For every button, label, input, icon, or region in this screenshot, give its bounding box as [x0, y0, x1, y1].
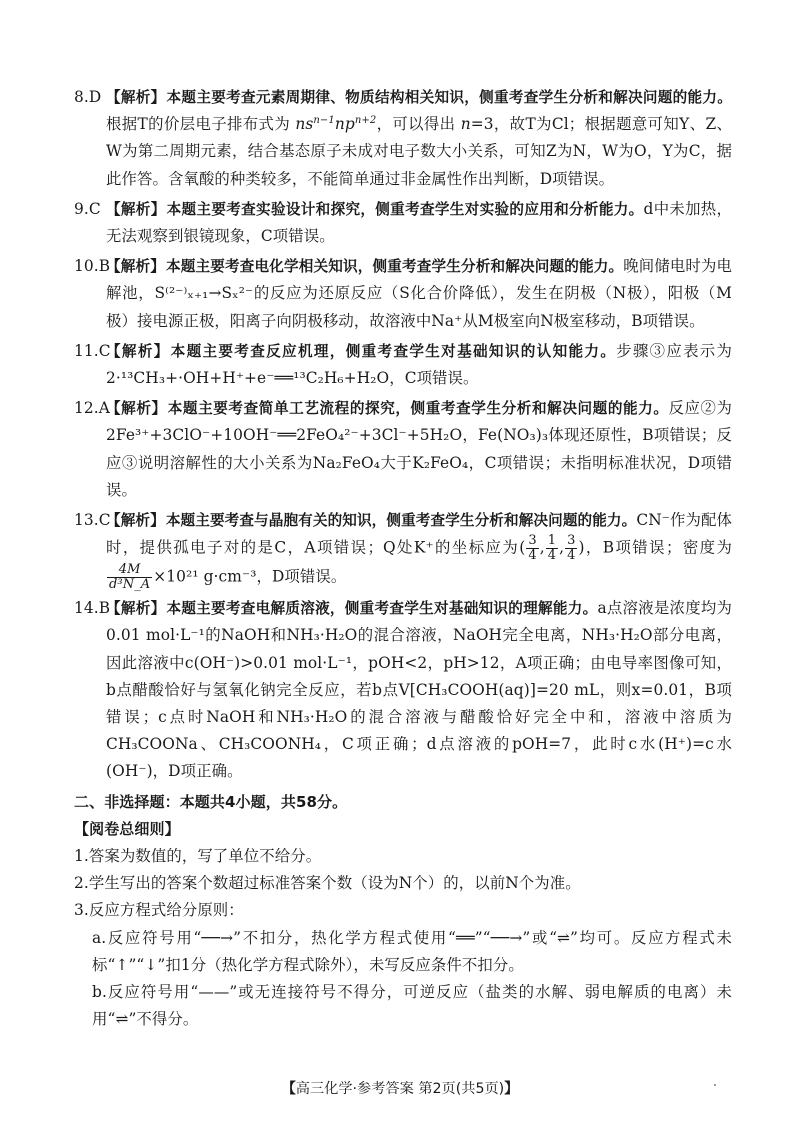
- scan-dot: [714, 1084, 716, 1086]
- analysis-tag: 【解析】: [106, 200, 166, 218]
- analysis-text: a点溶液是浓度均为0.01 mol·L⁻¹的NaOH和NH₃·H₂O的混合溶液，NaOH完全电离，NH₃·H₂O部分电离，因此溶液中c(OH⁻)>0.01 mol·L⁻¹，pOH<2，pH>12，A项正确；由电导率图像可知，b点醋酸恰好与氢氧化钠完全反应，若b点V[CH₃COOH(aq)]=20 mL，则x=0.01，B项错误；c点时NaOH和NH₃·H₂O的混合溶液与醋酸恰好完全中和，溶液中溶质为CH₃COONa、CH₃COONH₄，C项正确；d点溶液的pOH=7，此时c水(H⁺)=c水(OH⁻)，D项正确。: [106, 599, 732, 781]
- fraction: [526, 534, 538, 563]
- numerator: 1: [547, 533, 557, 549]
- question-number: 11.C: [74, 341, 111, 360]
- question-10: [74, 253, 732, 335]
- denominator: 4: [528, 548, 537, 564]
- analysis-tag: 【解析】: [106, 342, 170, 360]
- question-8: [74, 84, 732, 193]
- analysis-heading: 本题主要考查反应机理，侧重考查学生对基础知识的认知能力。: [170, 342, 617, 360]
- analysis-tag: 【解析】: [106, 600, 166, 618]
- fraction: [546, 534, 558, 563]
- rules-title: 【阅卷总细则】: [74, 819, 180, 838]
- question-number: 8.D: [74, 88, 102, 106]
- analysis-text: 根据T的价层电子排布式为: [106, 115, 291, 134]
- analysis-heading: 本题主要考查简单工艺流程的探究，侧重考查学生分析和解决问题的能力。: [167, 400, 669, 418]
- density-fraction: [107, 563, 152, 592]
- analysis-text: CN⁻作为配体时，提供孤电子对的是C，A项错误；Q处K⁺的坐标应为(: [106, 511, 733, 557]
- variable-n: n: [460, 115, 471, 134]
- rule-2: 2.学生写出的答案个数超过标准答案个数（设为N个）的，以前N个为准。: [74, 874, 581, 893]
- analysis-text-2: ，可以得出: [376, 115, 456, 134]
- question-9: [74, 196, 732, 250]
- analysis-text: 反应②为2Fe³⁺+3ClO⁻+10OH⁻══2FeO₄²⁻+3Cl⁻+5H₂O，Fe(NO₃)₃体现还原性，B项错误；反应③说明溶解性的大小关系为Na₂FeO₄大于K₂FeO₄，C项错误；未指明标准状况，D项错误。: [106, 399, 732, 499]
- footer-bracket-left: 【: [281, 1081, 296, 1097]
- rule-3a: a.反应符号用“──→”不扣分，热化学方程式使用“══”“──→”或“⇌”均可。反应方程式未标“↑”“↓”扣1分（热化学方程式除外），未写反应条件不扣分。: [92, 928, 732, 974]
- question-number: 13.C: [74, 511, 111, 530]
- analysis-heading: 本题主要考查实验设计和探究，侧重考查学生对实验的应用和分析能力。: [166, 200, 644, 218]
- analysis-tag: 【解析】: [106, 400, 167, 418]
- analysis-text: 步骤③应表示为2·¹³CH₃+·OH+H⁺+e⁻══¹³C₂H₆+H₂O，C项错误。: [106, 341, 732, 388]
- analysis-tag: 【解析】: [106, 89, 166, 106]
- footer-bracket-right: 】: [504, 1081, 519, 1097]
- analysis-heading: 本题主要考查电化学相关知识，侧重考查学生分析和解决问题的能力。: [166, 258, 624, 276]
- footer-text: 高三化学·参考答案 第2页(共5页): [295, 1081, 505, 1097]
- page-footer: [0, 1078, 800, 1098]
- denominator: 4: [567, 548, 576, 564]
- question-number: 10.B: [74, 257, 111, 276]
- question-11: [74, 338, 732, 392]
- analysis-tag: 【解析】: [106, 512, 165, 530]
- analysis-heading: 本题主要考查与晶胞有关的知识，侧重考查学生分析和解决问题的能力。: [165, 512, 637, 530]
- denominator: d³N_A: [109, 577, 151, 593]
- analysis-text-3: =3，故T为Cl；根据题意可知Y、Z、W为第二周期元素，结合基态原子未成对电子数大小关系，可知Z为N，W为O，Y为C，据此作答。含氧酸的种类较多，不能简单通过非金属性作出判断，D项错误。: [106, 115, 733, 188]
- question-number: 12.A: [74, 399, 110, 418]
- analysis-heading: 本题主要考查元素周期律、物质结构相关知识，侧重考查学生分析和解决问题的能力。: [166, 89, 732, 106]
- analysis-text: 晚间储电时为电解池，S⁽²⁻⁾ₓ₊₁→Sₓ²⁻的反应为还原反应（S化合价降低），发生在阴极（N极），阳极（M极）接电源正极，阳离子向阴极移动，故溶液中Na⁺从M极室向N极室移动，B项错误。: [106, 257, 733, 330]
- fraction: [565, 534, 577, 563]
- rule-3: 3.反应方程式给分原则：: [74, 901, 244, 920]
- analysis-text-3: ×10²¹ g·cm⁻³，D项错误。: [153, 567, 347, 586]
- numerator: 4M: [107, 563, 152, 578]
- denominator: 4: [547, 548, 557, 564]
- rule-1: 1.答案为数值的，写了单位不给分。: [74, 847, 322, 866]
- analysis-heading: 本题主要考查电解质溶液，侧重考查学生对基础知识的理解能力。: [166, 600, 598, 618]
- question-12: [74, 395, 732, 504]
- rule-3b: b.反应符号用“——”或无连接符号不得分，可逆反应（盐类的水解、弱电解质的电离）未用“⇌”不得分。: [92, 983, 732, 1029]
- question-number: 14.B: [74, 599, 111, 618]
- question-13: 13.C 【解析】本题主要考查与晶胞有关的知识，侧重考查学生分析和解决问题的能力。CN⁻作为配体时，提供孤电子对的是C，A项错误；Q处K⁺的坐标应为( $\frac{3}{4}$ , $\frac{1}{4}$ , $\frac{3}{4}$ )，B项错误；密度为 $\frac{4M}{\text{d³N\_A}}$ ×10²¹ g·cm⁻³，D项错误。: [74, 507, 732, 592]
- electron-config-formula: $ns^{n-1}np^{n+2}$: [295, 115, 377, 134]
- question-number: 9.C: [74, 199, 101, 218]
- analysis-tag: 【解析】: [106, 258, 165, 276]
- numerator: 3: [567, 533, 576, 549]
- question-14: [74, 595, 732, 785]
- section-heading: 二、非选择题：本题共4小题，共58分。: [74, 792, 348, 811]
- answer-content: [74, 84, 732, 1034]
- analysis-text-2: )，B项错误；密度为: [578, 538, 732, 557]
- numerator: 3: [528, 533, 537, 549]
- analysis-text: d中未加热，无法观察到银镜现象，C项错误。: [106, 199, 733, 246]
